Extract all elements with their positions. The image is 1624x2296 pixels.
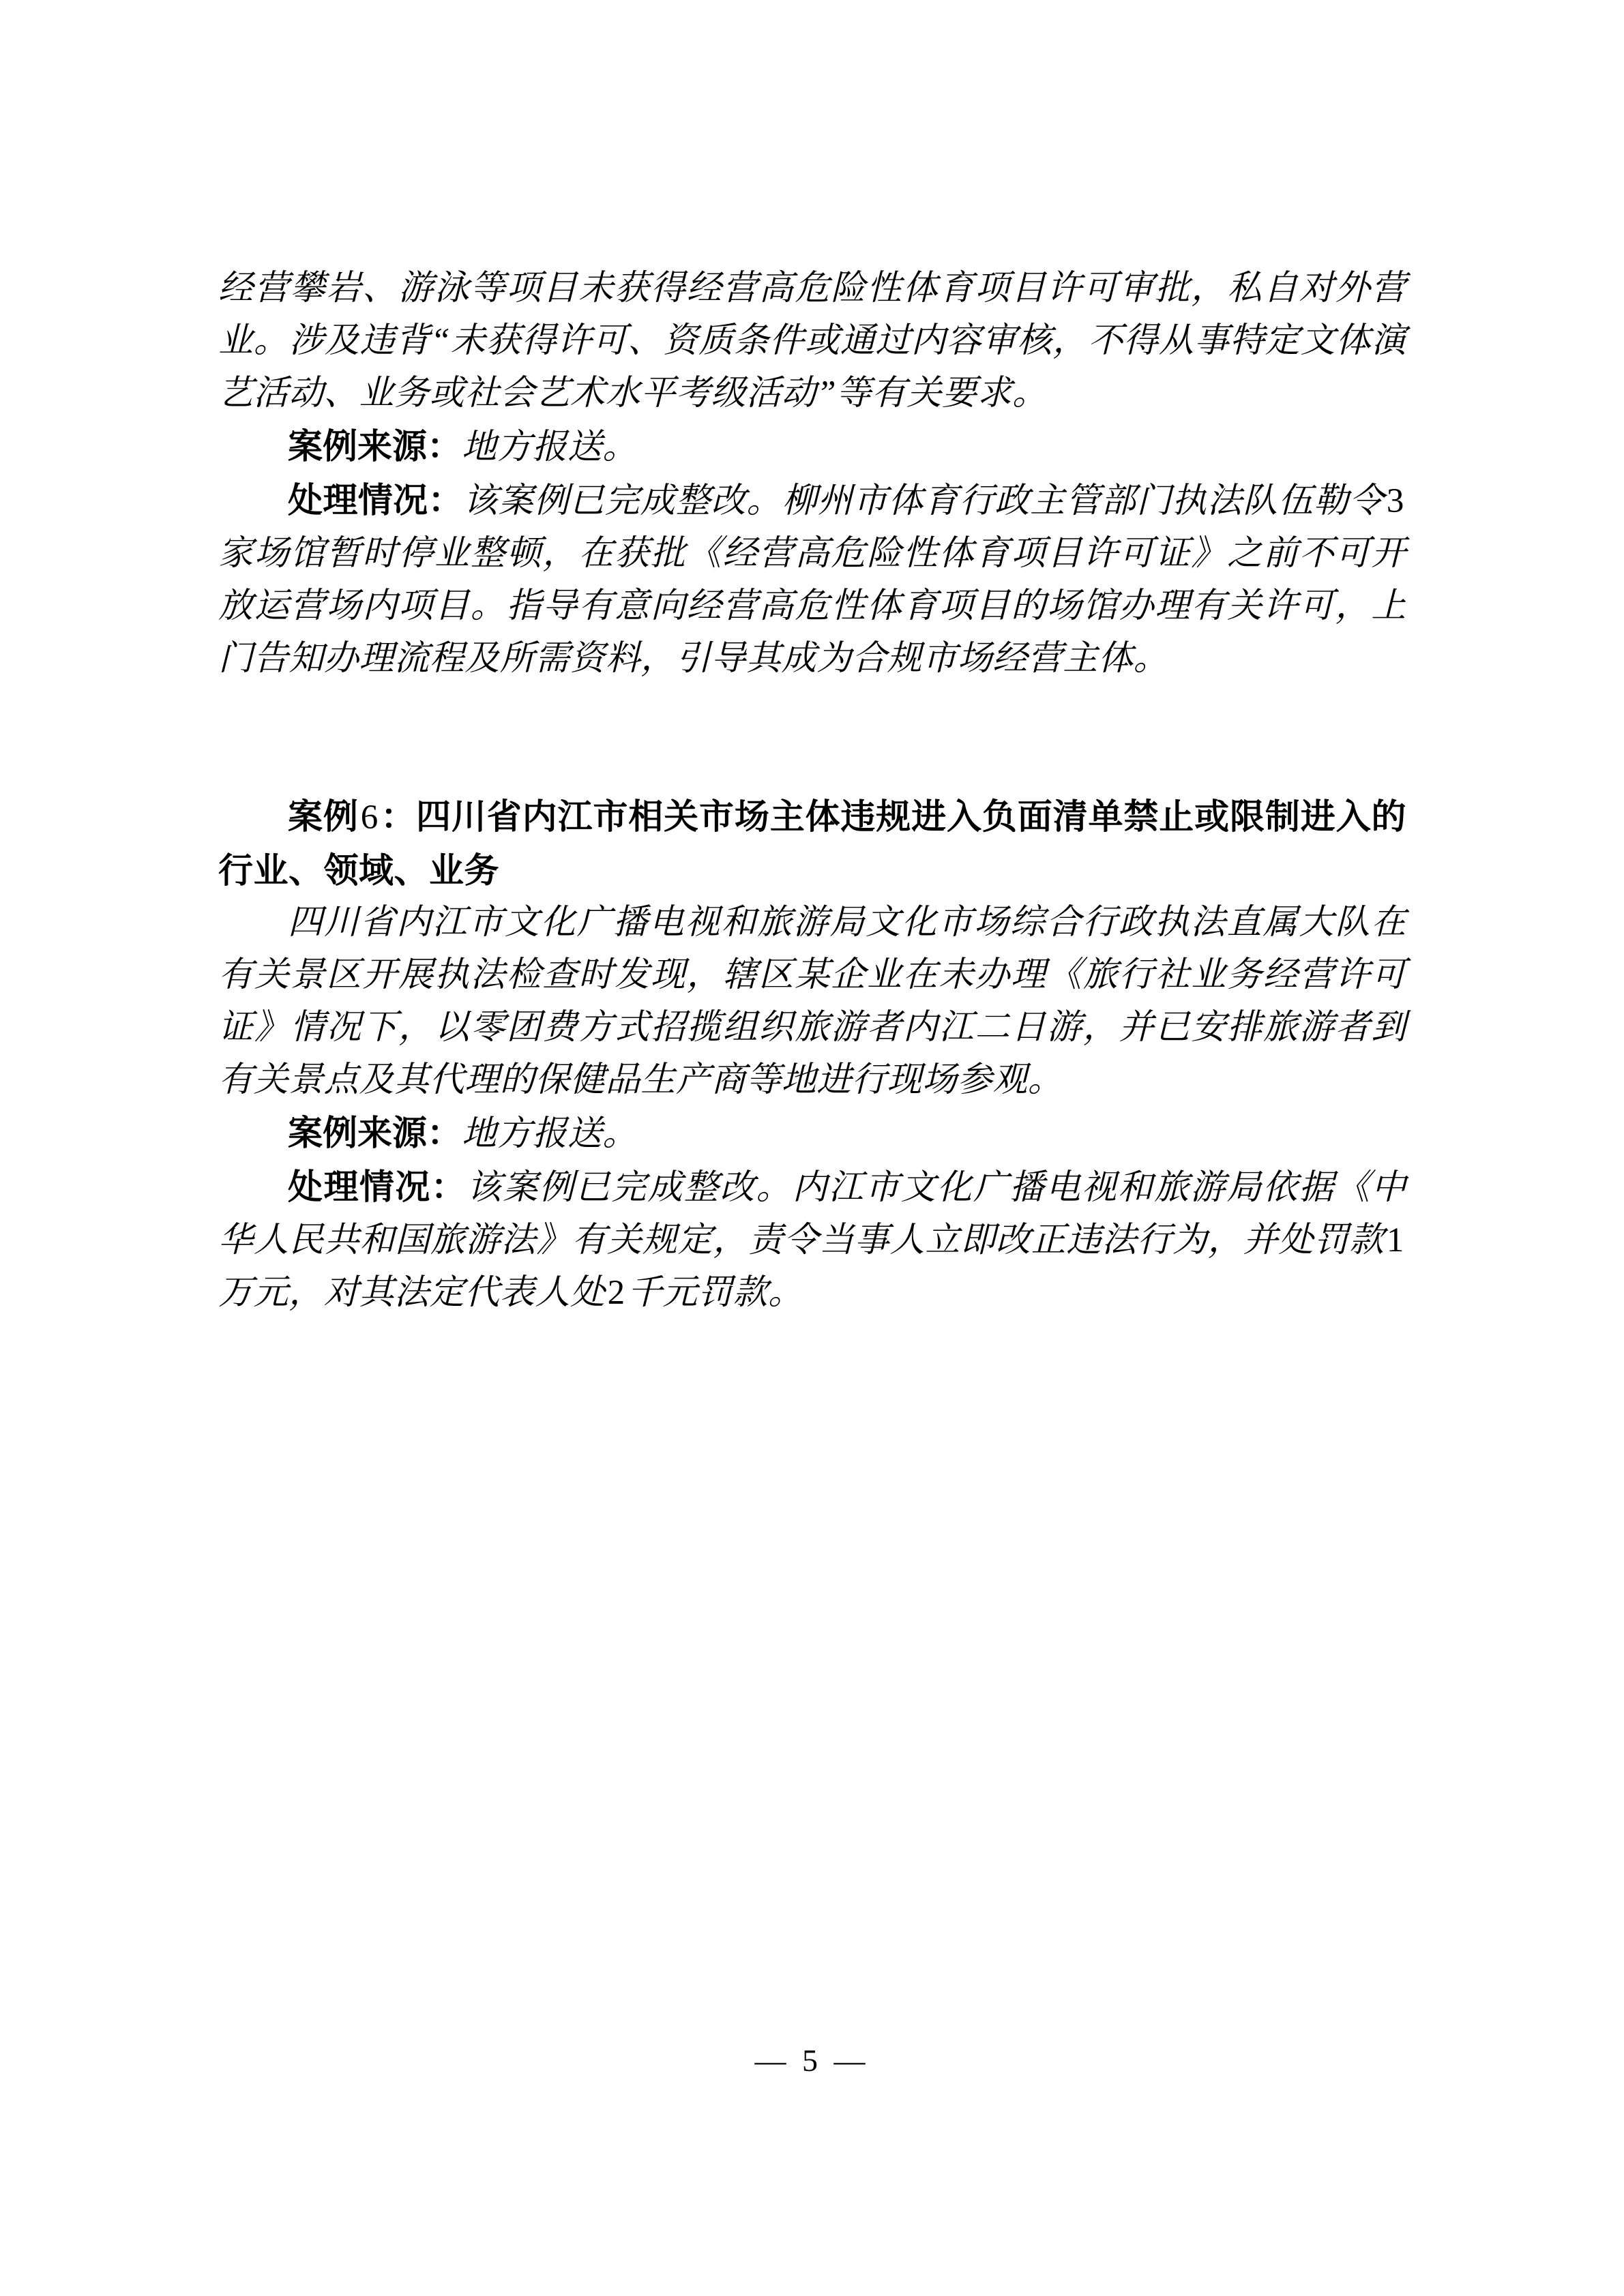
case5-source-label: 案例来源： (288, 427, 462, 466)
page-number: — 5 — (754, 2043, 870, 2078)
case6-source-paragraph (218, 1107, 1406, 1161)
case5-handling-text-part2: 家场馆暂时停业整顿，在获批《经营高危险性体育项目许可证》之前不可开放运营场内项目。指导有意向经营高危性体育项目的场馆办理有关许可，上门告知办理流程及所需资料，引导其成为合规市场经营主体。 (218, 535, 1406, 678)
case5-handling-text-part1: 该案例已完成整改。柳州市体育行政主管部门执法队伍勒令 (462, 482, 1385, 520)
section-spacer (218, 685, 1406, 790)
text-column (218, 263, 1406, 1320)
case6-source-text: 地方报送。 (462, 1115, 638, 1153)
case5-source-text: 地方报送。 (462, 428, 638, 466)
case6-handling-label: 处理情况： (288, 1167, 467, 1206)
case6-number: 6 (360, 799, 379, 837)
case6-handling-text-part2: 万元，对其法定代表人处 (218, 1274, 606, 1312)
case5-venue-count: 3 (1386, 482, 1404, 520)
case6-handling-text-part1: 该案例已完成整改。内江市文化广播电视和旅游局依据《中华人民共和国旅游法》有关规定，责令当事人立即改正违法行为，并处罚款 (218, 1169, 1406, 1259)
case6-body-paragraph: 四川省内江市文化广播电视和旅游局文化市场综合行政执法直属大队在有关景区开展执法检查时发现，辖区某企业在未办理《旅行社业务经营许可证》情况下，以零团费方式招揽组织旅游者内江二日游，并已安排旅游者到有关景点及其代理的保健品生产商等地进行现场参观。 (218, 904, 1406, 1099)
case6-handling-paragraph (218, 1161, 1406, 1320)
case5-handling-paragraph (218, 474, 1406, 685)
case5-handling-label: 处理情况： (288, 481, 463, 520)
case6-heading-title: ：四川省内江市相关市场主体违规进入负面清单禁止或限制进入的行业、领域、业务 (218, 797, 1406, 890)
case6-fine-amount-company: 1 (1386, 1221, 1404, 1259)
case6-source-label: 案例来源： (288, 1114, 462, 1152)
case6-heading-prefix: 案例 (288, 797, 359, 836)
continued-paragraph: 经营攀岩、游泳等项目未获得经营高危险性体育项目许可审批，私自对外营业。涉及违背“未获得许可、资质条件或通过内容审核，不得从事特定文体演艺活动、业务或社会艺术水平考级活动”等有关要求。 (218, 269, 1406, 413)
case6-handling-text-part3: 千元罚款。 (627, 1274, 803, 1312)
case5-source-paragraph (218, 420, 1406, 474)
case6-heading (218, 790, 1406, 897)
case6-fine-amount-representative: 2 (607, 1274, 625, 1312)
